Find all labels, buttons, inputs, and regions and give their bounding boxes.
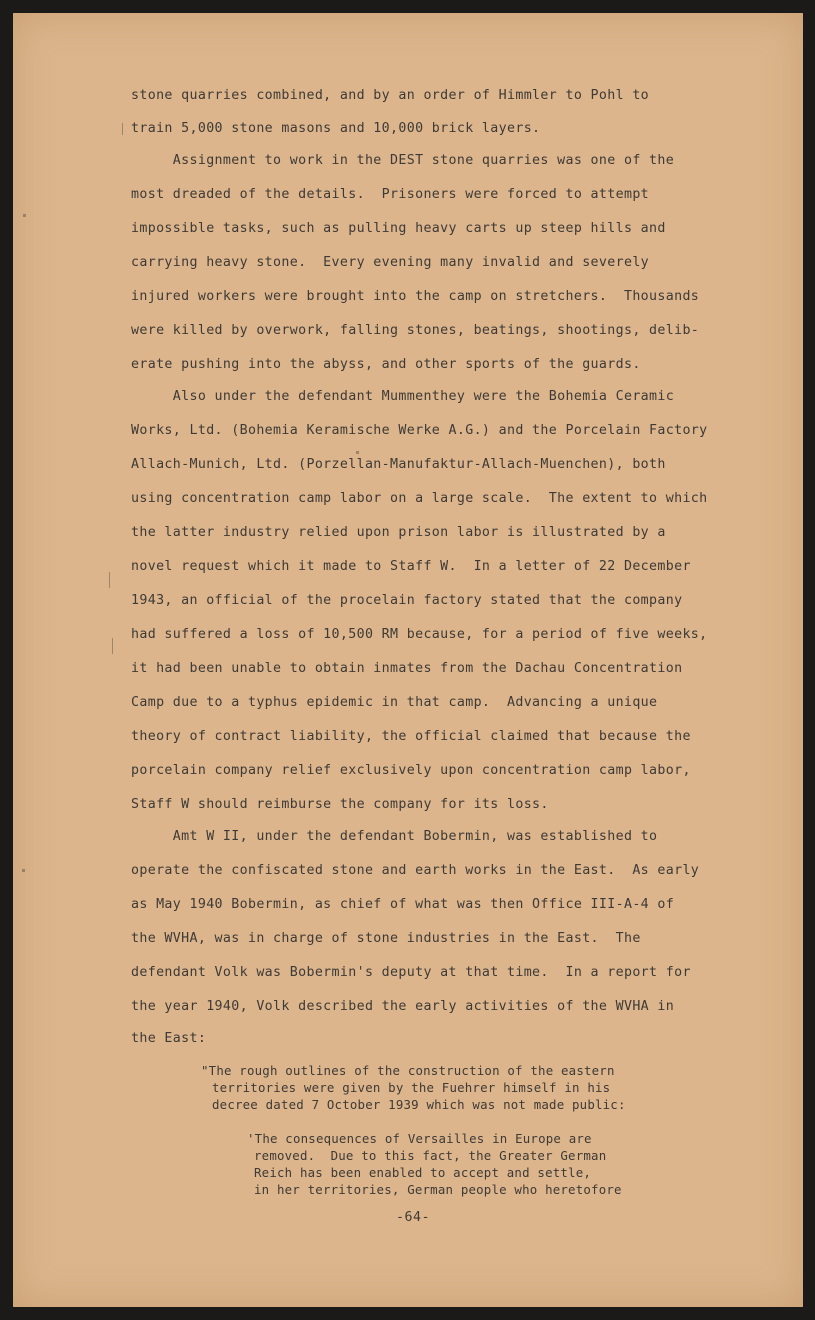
body-line: novel request which it made to Staff W. In a letter of 22 December: [131, 559, 691, 574]
body-line: Also under the defendant Mummenthey were the Bohemia Ceramic: [131, 389, 675, 404]
page-number: -64-: [396, 1210, 431, 1225]
body-line: using concentration camp labor on a large scale. The extent to which: [131, 491, 708, 506]
quote-line: decree dated 7 October 1939 which was not made public:: [212, 1097, 626, 1112]
body-line: defendant Volk was Bobermin's deputy at that time. In a report for: [131, 965, 691, 980]
body-line: it had been unable to obtain inmates from the Dachau Concentration: [131, 661, 683, 676]
body-line: 1943, an official of the procelain factory stated that the company: [131, 593, 683, 608]
inner-quote-line: 'The consequences of Versailles in Europe are: [247, 1131, 592, 1146]
body-line: operate the confiscated stone and earth works in the East. As early: [131, 863, 700, 878]
body-line: porcelain company relief exclusively upon concentration camp labor,: [131, 763, 691, 778]
body-line: erate pushing into the abyss, and other sports of the guards.: [131, 357, 641, 372]
body-line: the East:: [131, 1031, 207, 1046]
body-line: Camp due to a typhus epidemic in that camp. Advancing a unique: [131, 695, 658, 710]
body-line: stone quarries combined, and by an order of Himmler to Pohl to: [131, 88, 650, 103]
body-line: the WVHA, was in charge of stone industries in the East. The: [131, 931, 641, 946]
body-line: Works, Ltd. (Bohemia Keramische Werke A.G.) and the Porcelain Factory: [131, 423, 708, 438]
inner-quote-line: Reich has been enabled to accept and settle,: [254, 1165, 592, 1180]
body-line: Amt W II, under the defendant Bobermin, was established to: [131, 829, 658, 844]
body-line: the latter industry relied upon prison labor is illustrated by a: [131, 525, 666, 540]
paper-speck: [122, 123, 123, 135]
body-line: carrying heavy stone. Every evening many invalid and severely: [131, 255, 650, 270]
paper-speck: [356, 451, 359, 454]
body-line: Allach-Munich, Ltd. (Porzellan-Manufaktur-Allach-Muenchen), both: [131, 457, 666, 472]
body-line: impossible tasks, such as pulling heavy carts up steep hills and: [131, 221, 666, 236]
body-line: injured workers were brought into the camp on stretchers. Thousands: [131, 289, 700, 304]
body-line: Assignment to work in the DEST stone quarries was one of the: [131, 153, 675, 168]
body-line: train 5,000 stone masons and 10,000 brick layers.: [131, 121, 541, 136]
body-line: as May 1940 Bobermin, as chief of what was then Office III-A-4 of: [131, 897, 675, 912]
body-line: had suffered a loss of 10,500 RM because, for a period of five weeks,: [131, 627, 708, 642]
body-line: were killed by overwork, falling stones, beatings, shootings, delib-: [131, 323, 700, 338]
inner-quote-line: in her territories, German people who heretofore: [254, 1182, 622, 1197]
body-line: the year 1940, Volk described the early activities of the WVHA in: [131, 999, 675, 1014]
body-line: theory of contract liability, the official claimed that because the: [131, 729, 691, 744]
document-page: [13, 13, 803, 1307]
paper-speck: [112, 638, 113, 654]
paper-speck: [109, 572, 110, 588]
inner-quote-line: removed. Due to this fact, the Greater German: [254, 1148, 607, 1163]
body-line: most dreaded of the details. Prisoners were forced to attempt: [131, 187, 650, 202]
paper-speck: [23, 214, 26, 217]
body-line: Staff W should reimburse the company for its loss.: [131, 797, 549, 812]
paper-speck: [22, 869, 25, 872]
quote-line: territories were given by the Fuehrer himself in his: [212, 1080, 611, 1095]
quote-line: "The rough outlines of the construction of the eastern: [201, 1063, 615, 1078]
